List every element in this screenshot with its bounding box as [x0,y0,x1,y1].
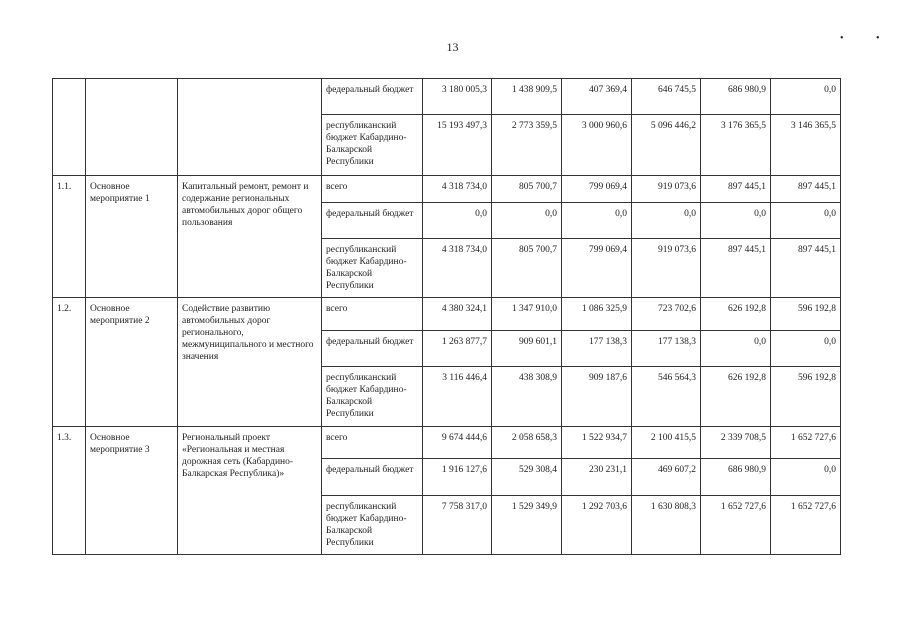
row-kind: Основное мероприятие 1 [86,176,178,298]
value-cell: 1 529 349,9 [492,496,562,555]
value-cell: 0,0 [771,459,841,496]
table-row [53,79,841,115]
value-cell: 1 916 127,6 [423,459,492,496]
value-cell: 799 069,4 [562,239,632,298]
value-cell: 897 445,1 [771,176,841,203]
value-cell: 897 445,1 [771,239,841,298]
row-kind [86,79,178,176]
value-cell: 230 231,1 [562,459,632,496]
table-row [53,176,841,203]
value-cell: 596 192,8 [771,298,841,331]
row-kind: Основное мероприятие 2 [86,298,178,427]
row-name: Содействие развитию автомобильных дорог регионального, межмуниципального и местного значения [178,298,322,427]
value-cell: 799 069,4 [562,176,632,203]
value-cell: 909 601,1 [492,331,562,367]
value-cell: 1 652 727,6 [771,496,841,555]
value-cell: 2 773 359,5 [492,115,562,176]
value-cell: 596 192,8 [771,367,841,427]
value-cell: 407 369,4 [562,79,632,115]
value-cell: 919 073,6 [632,176,701,203]
budget-table [52,78,841,555]
funding-source: республиканский бюджет Кабардино-Балкарской Республики [322,115,423,176]
value-cell: 1 086 325,9 [562,298,632,331]
value-cell: 5 096 446,2 [632,115,701,176]
value-cell: 897 445,1 [701,176,771,203]
value-cell: 7 758 317,0 [423,496,492,555]
value-cell: 626 192,8 [701,298,771,331]
row-kind: Основное мероприятие 3 [86,427,178,555]
row-name [178,79,322,176]
value-cell: 686 980,9 [701,459,771,496]
value-cell: 2 339 708,5 [701,427,771,459]
page-number: 13 [446,40,459,54]
value-cell: 1 438 909,5 [492,79,562,115]
funding-source: всего [322,176,423,203]
value-cell: 529 308,4 [492,459,562,496]
funding-source: республиканский бюджет Кабардино-Балкарской Республики [322,367,423,427]
value-cell: 897 445,1 [701,239,771,298]
value-cell: 0,0 [771,79,841,115]
funding-source: всего [322,298,423,331]
value-cell: 723 702,6 [632,298,701,331]
row-code [53,79,86,176]
row-code: 1.1. [53,176,86,298]
value-cell: 0,0 [701,203,771,239]
scan-mark: • [840,33,844,44]
value-cell: 438 308,9 [492,367,562,427]
value-cell: 686 980,9 [701,79,771,115]
value-cell: 469 607,2 [632,459,701,496]
funding-source: федеральный бюджет [322,203,423,239]
value-cell: 0,0 [632,203,701,239]
funding-source: федеральный бюджет [322,79,423,115]
value-cell: 3 180 005,3 [423,79,492,115]
scan-mark: • [876,33,880,44]
row-code: 1.3. [53,427,86,555]
value-cell: 1 630 808,3 [632,496,701,555]
funding-source: федеральный бюджет [322,459,423,496]
value-cell: 0,0 [771,203,841,239]
value-cell: 15 193 497,3 [423,115,492,176]
value-cell: 919 073,6 [632,239,701,298]
value-cell: 9 674 444,6 [423,427,492,459]
row-name: Капитальный ремонт, ремонт и содержание региональных автомобильных дорог общего пользования [178,176,322,298]
value-cell: 0,0 [562,203,632,239]
value-cell: 546 564,3 [632,367,701,427]
value-cell: 0,0 [423,203,492,239]
funding-source: федеральный бюджет [322,331,423,367]
value-cell: 4 318 734,0 [423,239,492,298]
row-name: Региональный проект «Региональная и местная дорожная сеть (Кабардино-Балкарская Республика)» [178,427,322,555]
value-cell: 909 187,6 [562,367,632,427]
value-cell: 1 522 934,7 [562,427,632,459]
funding-source: всего [322,427,423,459]
value-cell: 4 318 734,0 [423,176,492,203]
value-cell: 1 292 703,6 [562,496,632,555]
value-cell: 1 652 727,6 [771,427,841,459]
value-cell: 0,0 [492,203,562,239]
table-row [53,427,841,459]
value-cell: 177 138,3 [562,331,632,367]
value-cell: 4 380 324,1 [423,298,492,331]
value-cell: 3 146 365,5 [771,115,841,176]
value-cell: 3 116 446,4 [423,367,492,427]
value-cell: 0,0 [771,331,841,367]
value-cell: 0,0 [701,331,771,367]
funding-source: республиканский бюджет Кабардино-Балкарской Республики [322,239,423,298]
value-cell: 3 000 960,6 [562,115,632,176]
value-cell: 1 347 910,0 [492,298,562,331]
value-cell: 805 700,7 [492,176,562,203]
value-cell: 646 745,5 [632,79,701,115]
value-cell: 805 700,7 [492,239,562,298]
row-code: 1.2. [53,298,86,427]
value-cell: 1 652 727,6 [701,496,771,555]
value-cell: 2 100 415,5 [632,427,701,459]
value-cell: 3 176 365,5 [701,115,771,176]
table-row [53,298,841,331]
value-cell: 177 138,3 [632,331,701,367]
funding-source: республиканский бюджет Кабардино-Балкарской Республики [322,496,423,555]
value-cell: 1 263 877,7 [423,331,492,367]
value-cell: 2 058 658,3 [492,427,562,459]
value-cell: 626 192,8 [701,367,771,427]
